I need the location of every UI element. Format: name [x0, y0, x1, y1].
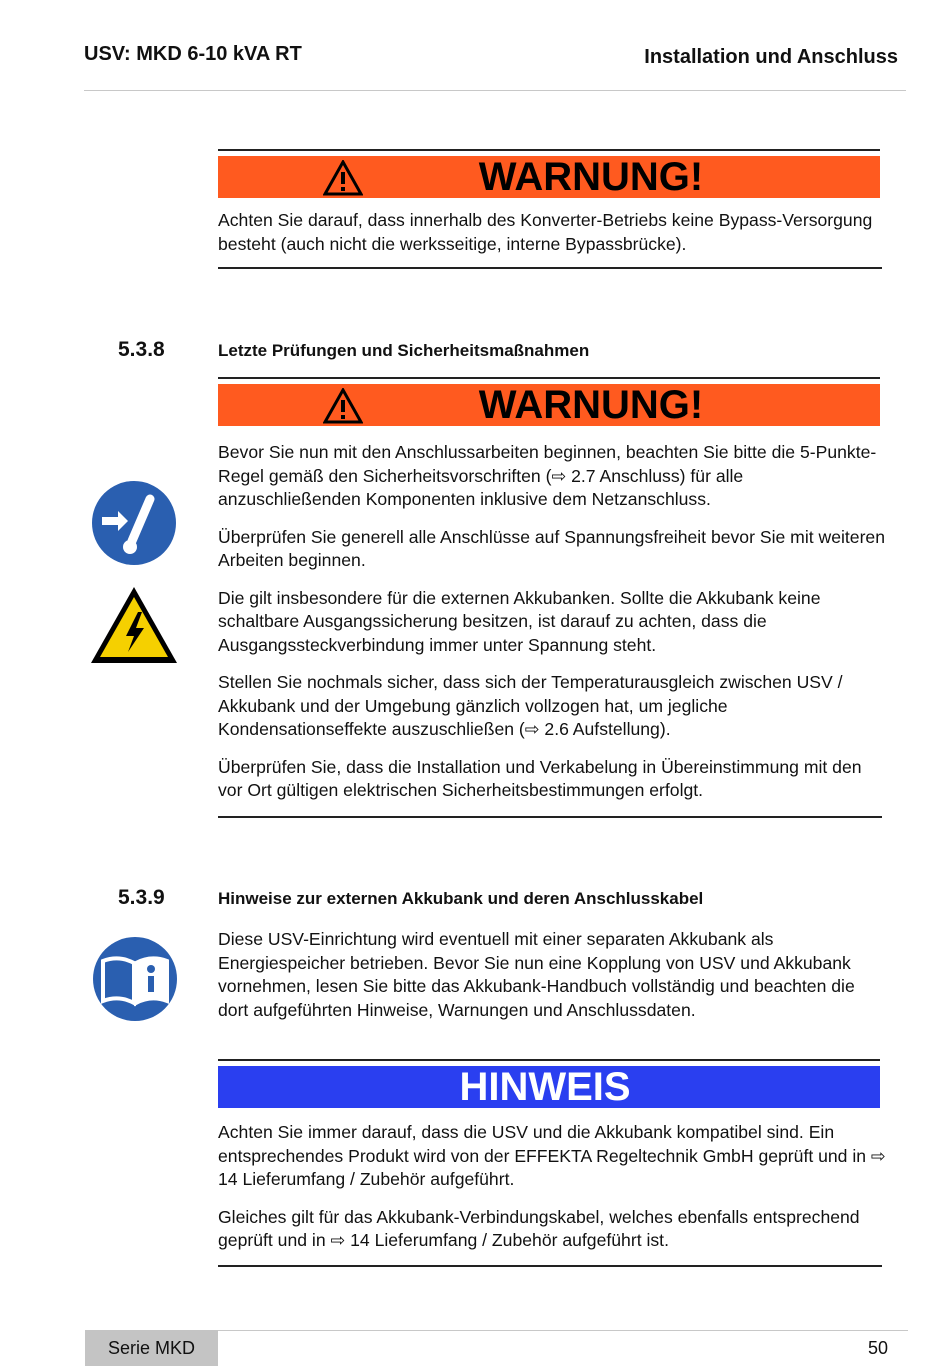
- note-banner: [218, 1066, 880, 1108]
- document-title: USV: MKD 6-10 kVA RT: [84, 43, 302, 65]
- warning-label: WARNUNG!: [478, 154, 704, 199]
- high-voltage-icon: [88, 584, 180, 666]
- warning-text: [218, 209, 886, 270]
- paragraph: Achten Sie darauf, dass innerhalb des Konverter-Betriebs keine Bypass-Versorgung besteht (auch nicht die werksseitige, interne Bypassbrücke).: [218, 210, 873, 254]
- warning-box-top-rule: [218, 149, 880, 151]
- paragraph: Gleiches gilt für das Akkubank-Verbindungskabel, welches ebenfalls entsprechend geprüft und in ⇨ 14 Lieferumfang / Zubehör aufgeführt ist.: [218, 1206, 860, 1250]
- warning-text: [218, 441, 886, 817]
- chapter-title: Installation und Anschluss: [644, 46, 898, 68]
- warning-banner: [218, 156, 880, 198]
- warning-banner: [218, 384, 880, 426]
- warning-box-top-rule: [218, 377, 880, 379]
- warning-box-bottom-rule: [218, 267, 882, 269]
- paragraph: Überprüfen Sie generell alle Anschlüsse auf Spannungsfreiheit bevor Sie mit weiteren Arbeiten beginnen.: [218, 526, 885, 570]
- section-text: [218, 928, 886, 1036]
- paragraph: Bevor Sie nun mit den Anschlussarbeiten beginnen, beachten Sie bitte die 5-Punkte-Regel gemäß den Sicherheitsvorschriften (⇨ 2.7 Anschluss) für alle anzuschließenden Komponenten inklusive dem Netzanschluss.: [218, 442, 877, 509]
- paragraph: Die gilt insbesondere für die externen Akkubanken. Sollte die Akkubank keine schaltbare Ausgangssicherung besitzen, ist darauf zu achten, dass die Ausgangssteckverbindung immer unter Spannung steht.: [218, 587, 821, 655]
- read-manual-icon: [89, 933, 181, 1025]
- note-text: [218, 1121, 886, 1267]
- paragraph: Achten Sie immer darauf, dass die USV und die Akkubank kompatibel sind. Ein entsprechendes Produkt wird von der EFFEKTA Regeltechnik GmbH geprüft und in ⇨ 14 Lieferumfang / Zubehör aufgeführt.: [218, 1122, 886, 1189]
- disconnect-before-work-icon: [88, 477, 180, 569]
- section-number: 5.3.8: [118, 338, 165, 361]
- paragraph: Stellen Sie nochmals sicher, dass sich der Temperaturausgleich zwischen USV / Akkubank und der Umgebung gänzlich vollzogen hat, um jegliche Kondensationseffekte auszuschließen (⇨ 2.6 Aufstellung).: [218, 672, 843, 739]
- footer-series: Serie MKD: [85, 1330, 218, 1366]
- note-label: HINWEIS: [459, 1064, 631, 1109]
- warning-triangle-icon: [323, 388, 363, 424]
- note-box-top-rule: [218, 1059, 880, 1061]
- warning-box-bottom-rule: [218, 816, 882, 818]
- footer-divider: [218, 1330, 908, 1331]
- paragraph: Diese USV-Einrichtung wird eventuell mit einer separaten Akkubank als Energiespeicher betrieben. Bevor Sie nun eine Kopplung von USV und Akkubank vornehmen, lesen Sie bitte das Akkubank-Handbuch vollständig und beachten die dort aufgeführten Hinweise, Warnungen und Anschlussdaten.: [218, 929, 855, 1020]
- warning-label: WARNUNG!: [478, 382, 704, 427]
- page-number: 50: [867, 1338, 888, 1358]
- warning-triangle-icon: [323, 160, 363, 196]
- paragraph: Überprüfen Sie, dass die Installation und Verkabelung in Übereinstimmung mit den vor Ort gültigen elektrischen Sicherheitsbestimmungen erfolgt.: [218, 756, 862, 800]
- header-divider: [84, 90, 906, 91]
- note-box-bottom-rule: [218, 1265, 882, 1267]
- section-title: Letzte Prüfungen und Sicherheitsmaßnahmen: [218, 341, 590, 360]
- section-number: 5.3.9: [118, 886, 165, 909]
- section-title: Hinweise zur externen Akkubank und deren Anschlusskabel: [218, 889, 704, 908]
